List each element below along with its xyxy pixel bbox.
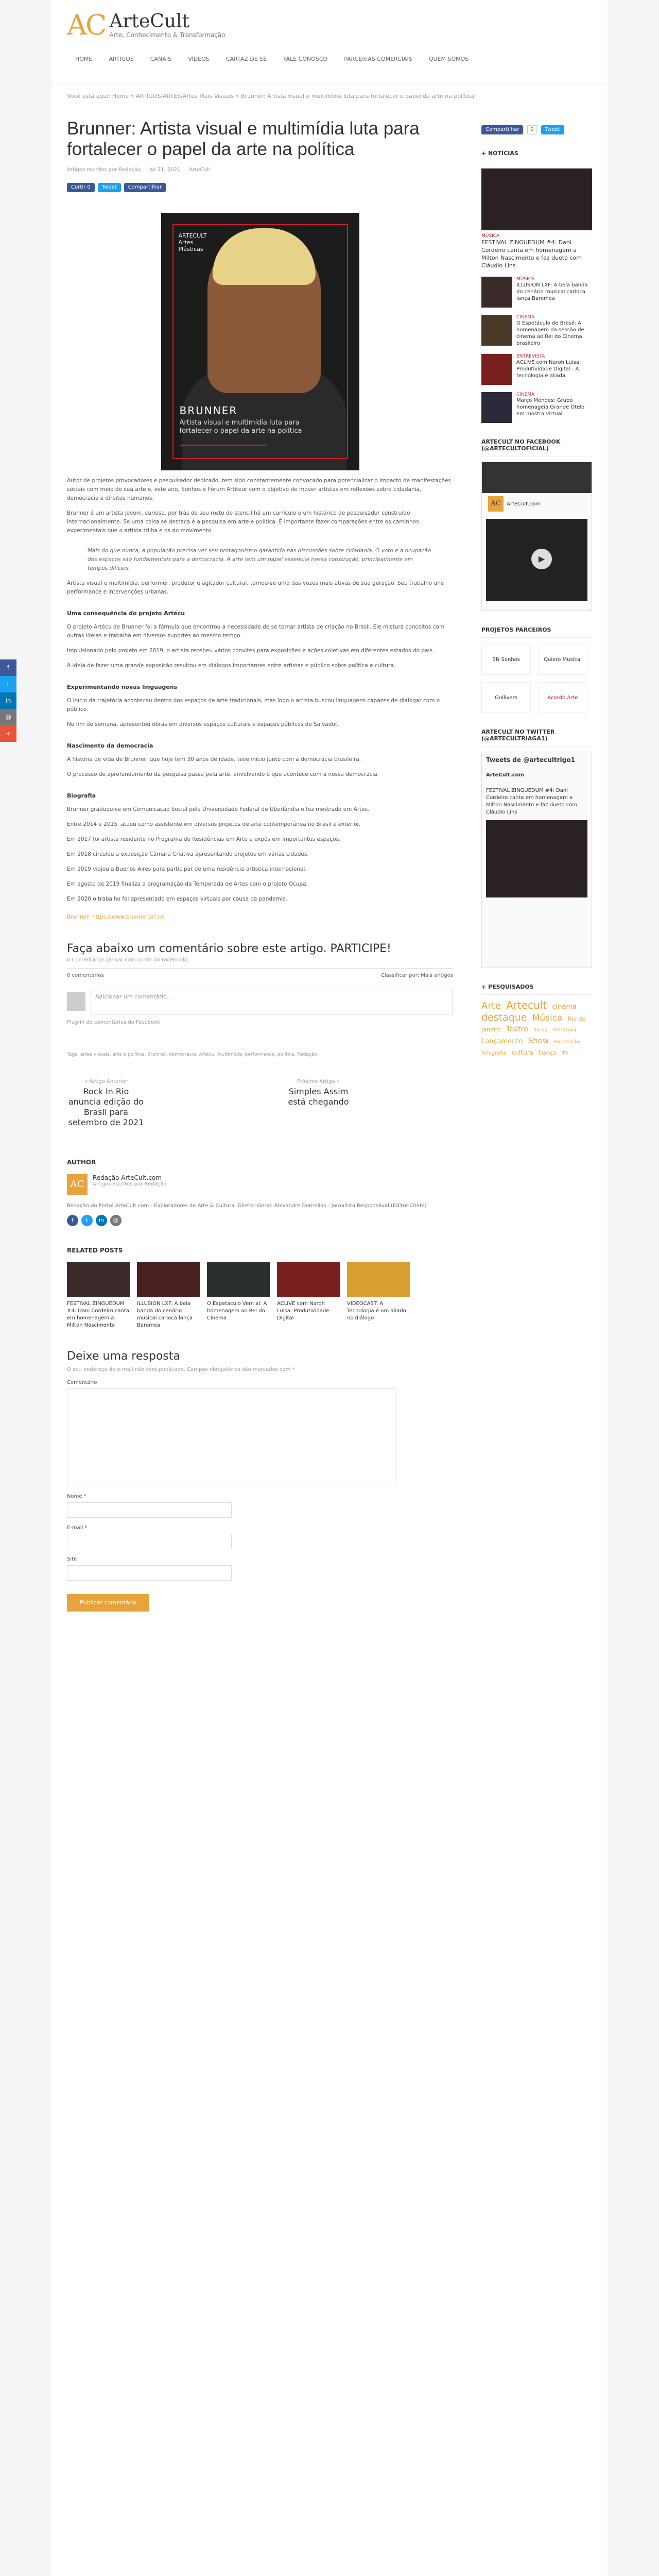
tag[interactable]: TV — [562, 1050, 569, 1056]
related-posts — [67, 1247, 453, 1329]
tag[interactable]: exposição — [554, 1039, 580, 1045]
sidebar-tweet[interactable]: Tweet — [541, 125, 564, 134]
tag[interactable]: literatura — [552, 1027, 577, 1033]
article-category[interactable]: ArteCult — [189, 167, 211, 173]
breadcrumb: Você está aqui: Home » ARTIGOS/ARTES/Artes Mais Visuais » Brunner: Artista visual e multimídia luta para fortalecer o papel da arte na política — [67, 93, 475, 99]
reply-note: O seu endereço de e-mail não será publicado. Campos obrigatórios são marcados com * — [67, 1367, 295, 1372]
play-icon[interactable]: ▶ — [531, 549, 552, 569]
twitter-icon[interactable]: t — [0, 676, 16, 692]
twitter-icon[interactable]: t — [81, 1215, 93, 1226]
article-date: Jul 31, 2021 — [149, 167, 181, 173]
news-widget-title: + NOTÍCIAS — [481, 150, 592, 161]
author-avatar: AC — [67, 1174, 88, 1195]
news-thumbnail — [481, 277, 512, 308]
paragraph: Brunner graduou-se em Comunicação Social pela Universidade Federal de Uberlândia e fez mestrado em Artes. — [67, 806, 370, 812]
tag[interactable]: Show — [528, 1036, 549, 1045]
article-meta — [67, 167, 453, 173]
share-count: 0 — [527, 125, 536, 134]
tag[interactable]: cultura — [511, 1049, 533, 1056]
nav-cartaz[interactable]: CARTAZ DE SE — [226, 56, 267, 62]
tag[interactable]: Dança — [539, 1049, 557, 1056]
section-heading: Experimentando novas linguagens — [67, 684, 178, 690]
news-item[interactable]: CINEMA Março Mendes: Grupo homenageia Grande Otelo em mostra virtual — [481, 392, 592, 423]
nav-canais[interactable]: CANAIS — [150, 56, 172, 62]
partner-logo[interactable]: Gullivers — [481, 682, 531, 713]
email-field[interactable] — [67, 1534, 232, 1549]
news-item[interactable]: CINEMA O Espetáculo de Brasil: A homenagem da sessão de cinema ao Rei do Cinema brasileiro — [481, 315, 592, 347]
facebook-icon[interactable]: f — [67, 1215, 78, 1226]
comments-count-label: 0 Comentários (ativar com conta do Facebook) — [67, 957, 188, 963]
featured-thumbnail — [481, 168, 592, 230]
nav-home[interactable]: HOME — [75, 56, 93, 62]
post-tags[interactable]: Tags: artes visuais, arte e política, Brunner, democracia, Artécu, multimídia, performance, política, Redação — [67, 1052, 317, 1057]
twitter-timeline[interactable] — [481, 752, 592, 968]
news-thumbnail — [481, 354, 512, 385]
paragraph: Autor de projetos provocadores e pesquisador dedicado, tem sido constantemente convocado para potencializar o impacto de manifestações sociais com meio de sua arte e, este ano, Sonhos e Fórum Artiteur com o objetivo de mover artistas em reflexões sobre cidadania, democracia e direitos humanos. — [67, 478, 451, 501]
avatar — [67, 992, 85, 1011]
next-post-link[interactable]: Próximo Artigo » Simples Assim está chegando — [288, 1079, 349, 1107]
related-card[interactable]: VIDEOCAST: A Tecnologia é um aliado no diálogo — [347, 1262, 410, 1329]
paragraph: Em 2020 o trabalho foi apresentado em espaços virtuais por causa da pandemia. — [67, 896, 288, 902]
tag[interactable]: cinema — [552, 1003, 577, 1011]
news-item[interactable]: MÚSICA ILLUSION LXF: A bela banda do cenário musical carioca lança Baromea — [481, 277, 592, 308]
site-label: Site — [67, 1556, 77, 1562]
article — [67, 118, 453, 1612]
article-body — [67, 477, 453, 922]
fb-video[interactable] — [486, 519, 587, 601]
news-thumbnail — [481, 315, 512, 346]
tweet-image — [486, 820, 587, 897]
submit-comment-button[interactable]: Publicar comentário — [67, 1594, 149, 1612]
hero-brand: ARTECULT Artes Plásticas — [178, 232, 207, 252]
paragraph: Em 2017 foi artista residente no Programa de Residências em Arte e expôs em importantes espaços. — [67, 836, 341, 842]
related-thumbnail — [347, 1262, 410, 1297]
paragraph: O início da trajetória aconteceu dentro dos espaços de arte tradicionais, mas logo o artista buscou linguagens capazes de dialogar com o público. — [67, 698, 440, 713]
site-logo[interactable] — [67, 11, 225, 39]
email-label: E-mail * — [67, 1525, 88, 1531]
paragraph: Em 2019 viajou a Buenos Aires para participar de uma residência artística internacional. — [67, 866, 307, 872]
news-item[interactable]: ENTREVISTA ACLIVE com Naroh Luisa: Produtividade Digital - A tecnologia é aliada — [481, 354, 592, 385]
share-bar — [67, 183, 453, 192]
paragraph: Brunner é um artista jovem, curioso, por trás de seu rosto de stencil há um currículo e um histórico de pesquisador construído internacionalmente. Se uma coisa se destaca é a pesquisa em arte e política. É importante fazer comparações entre os caminhos experimentais que o artista trilha e os do movimento. — [67, 510, 419, 534]
section-heading: Uma consequência do projeto Artécu — [67, 610, 185, 617]
fb-cover — [482, 462, 592, 493]
tag-cloud — [481, 1000, 592, 1059]
comment-label: Comentário — [67, 1380, 97, 1385]
author-name[interactable]: Redação ArteCult.com — [93, 1174, 162, 1181]
nav-fale-conosco[interactable]: FALE CONOSCO — [283, 56, 328, 62]
site-field[interactable] — [67, 1565, 232, 1581]
paragraph: Impulsionado pelo projeto em 2019, o artista recebeu vários convites para exposições e ações coletivas em diferentes estados do país. — [67, 648, 435, 654]
comments-title: Faça abaixo um comentário sobre este artigo. PARTICIPE! — [67, 942, 391, 955]
prev-post-link[interactable]: « Artigo Anterior Rock In Rio anuncia edição do Brasil para setembro de 2021 — [68, 1079, 144, 1127]
paragraph: O processo de aprofundamento da pesquisa passa pela arte, envolvendo o que acontece com a nossa democracia. — [67, 771, 379, 777]
tweet-button[interactable]: Tweet — [98, 183, 121, 192]
related-thumbnail — [137, 1262, 200, 1297]
paragraph: No fim de semana, apresentou obras em diversos espaços culturais e espaços públicos de Salvador. — [67, 721, 339, 727]
comments-section — [67, 942, 453, 1025]
tw-user[interactable]: ArteCult.com — [486, 772, 524, 778]
logo-name: ArteCult — [109, 11, 190, 32]
partners-title: PROJETOS PARCEIROS — [481, 626, 592, 638]
partners-grid — [481, 644, 592, 713]
tweet-text: FESTIVAL ZINGUEDUM #4: Dani Cordeiro canta em homenagem a Milton Nascimento e faz dueto com Cláudio Lins — [486, 788, 578, 815]
fb-comments-box — [67, 968, 453, 1025]
logo-mark: AC — [67, 9, 106, 41]
paragraph: Artista visual e multimídia, performer, produtor e agitador cultural, tornou-se uma das vozes mais ativas de sua geração. Seu trabalho une performance e intervenções urbanas. — [67, 580, 444, 595]
comment-input[interactable]: Adicionar um comentário... — [91, 989, 453, 1014]
facebook-page-widget[interactable] — [481, 462, 592, 611]
name-field[interactable] — [67, 1502, 232, 1518]
facebook-share-button[interactable]: Compartilhar — [124, 183, 166, 192]
paragraph: A ideia de fazer uma grande exposição resultou em diálogos importantes entre artistas e público sobre política e cultura. — [67, 663, 395, 669]
tag[interactable]: livros — [533, 1027, 547, 1033]
nav-videos[interactable]: VÍDEOS — [188, 56, 210, 62]
author-box — [67, 1159, 453, 1226]
hero-image — [161, 213, 359, 470]
paragraph: Entre 2014 e 2015, atuou como assistente em diversos projetos de arte contemporânea no Brasil e exterior. — [67, 821, 361, 827]
hero-caption: Artista visual e multimídia luta para fortalecer o papel da arte na política — [179, 419, 302, 435]
tag[interactable]: destaque — [481, 1012, 527, 1023]
tag[interactable]: fotografia — [481, 1050, 507, 1056]
nav-artigos[interactable]: ARTIGOS — [109, 56, 134, 62]
section-heading: Nascimento da democracia — [67, 742, 153, 749]
fb-sort-select[interactable]: Classificar por: Mais antigos — [380, 973, 453, 978]
related-thumbnail — [207, 1262, 270, 1297]
featured-news[interactable]: MÚSICA FESTIVAL ZINGUEDUM #4: Dani Cordeiro canta em homenagem a Milton Nascimento e faz dueto com Cláudio Lins — [481, 168, 592, 269]
related-thumbnail — [277, 1262, 340, 1297]
section-heading: Biografia — [67, 792, 96, 799]
tag[interactable]: Arte — [481, 1001, 501, 1011]
fb-page-name[interactable]: ArteCult.com — [507, 501, 541, 507]
tag[interactable]: Lançamento — [481, 1038, 523, 1045]
partner-logo[interactable]: Quiero Musical — [538, 644, 587, 675]
linkedin-icon[interactable]: in — [96, 1215, 107, 1226]
artist-link[interactable]: Brunner: https://www.brunner.art.br — [67, 914, 164, 920]
floating-share-bar — [0, 659, 16, 742]
tw-head: Tweets de @artecultrigo1 — [486, 756, 575, 764]
related-card[interactable]: FESTIVAL ZINGUEDUM #4: Dani Cordeiro canta em homenagem a Milton Nascimento — [67, 1262, 130, 1329]
news-thumbnail — [481, 392, 512, 423]
facebook-icon[interactable]: f — [0, 659, 16, 676]
author-link[interactable]: Artigos escritos por Redação — [93, 1181, 167, 1187]
comment-textarea[interactable] — [67, 1388, 396, 1486]
related-title: RELATED POSTS — [67, 1247, 123, 1254]
sidebar — [481, 121, 592, 1059]
post-navigation — [67, 1079, 453, 1128]
sidebar-share — [481, 125, 592, 134]
pull-quote: Mais do que nunca, a população precisa ver seu protagonismo garantido nas discussões sobre cidadania. O voto e a ocupação dos espaços são fundamentais para a democracia. A arte tem um papel essencial nessa construção, principalmente em tempos difíceis. — [88, 548, 431, 571]
author-description: Redação do Portal ArteCult.com - Exploradores de Arte & Cultura. Diretor Geral: Alexandre Dornellas - Jornalista Responsável (Editor-Chefe). — [67, 1203, 428, 1209]
article-title: Brunner: Artista visual e multimídia luta para fortalecer o papel da arte na política — [67, 118, 420, 159]
hero-accent-bar — [180, 445, 267, 446]
reply-form — [67, 1350, 453, 1612]
partner-logo[interactable]: BN Sonhos — [481, 644, 531, 675]
nav-parcerias[interactable]: PARCERIAS COMERCIAIS — [344, 56, 412, 62]
facebook-widget-title: ARTECULT NO FACEBOOK (@ARTECULTOFICIAL) — [481, 438, 592, 456]
tag[interactable]: Artecult — [506, 999, 547, 1011]
site-header — [51, 0, 608, 85]
facebook-like-button[interactable]: Curtir 0 — [67, 183, 95, 192]
name-label: Nome * — [67, 1494, 86, 1499]
tag[interactable]: Música — [532, 1013, 563, 1023]
paragraph: O projeto Artécu de Brunner foi a fórmula que encontrou a necessidade de se tornar artista de criação no Brasil. Ele mistura conceitos com outras ideias e trabalha em diversos suportes ao mesmo tempo. — [67, 624, 445, 639]
main-nav — [67, 53, 592, 67]
related-card[interactable]: O Espetáculo Vem aí: A homenagem ao Rei do Cinema — [207, 1262, 270, 1329]
twitter-widget-title: ARTECULT NO TWITTER (@ARTECULTRIAGA1) — [481, 728, 592, 747]
tag[interactable]: Rio de Janeiro — [481, 1015, 586, 1033]
tags-title: + PESQUISADOS — [481, 984, 592, 995]
paragraph: Em agosto de 2019 finaliza a programação da Temporada de Artes com o projeto Ocupa. — [67, 881, 308, 887]
email-icon[interactable]: @ — [0, 709, 16, 725]
sidebar-facebook-share[interactable]: Compartilhar — [481, 125, 523, 134]
page — [51, 0, 608, 2576]
article-author[interactable]: Artigos escritos por Redação — [67, 167, 141, 173]
paragraph: A história de vida de Brunner, que hoje tem 30 anos de idade, teve início junto com a democracia brasileira. — [67, 756, 361, 762]
fb-plugin-label[interactable]: Plug-in de comentários do Facebook — [67, 1020, 161, 1025]
email-icon[interactable]: @ — [110, 1215, 122, 1226]
partner-logo[interactable]: Acordo Arte — [538, 682, 587, 713]
related-thumbnail — [67, 1262, 130, 1297]
fb-comment-count: 0 comentários — [67, 973, 104, 978]
nav-quem-somos[interactable]: QUEM SOMOS — [428, 56, 469, 62]
author-section-title: AUTHOR — [67, 1159, 96, 1166]
related-card[interactable]: ACLIVE com Naroh Luisa: Produtividade Digital — [277, 1262, 340, 1329]
reply-title: Deixe uma resposta — [67, 1350, 180, 1363]
linkedin-icon[interactable]: in — [0, 692, 16, 709]
hero-name: BRUNNER — [179, 404, 238, 417]
related-card[interactable]: ILLUSION LXF: A bela banda do cenário musical carioca lança Baromea — [137, 1262, 200, 1329]
fb-page-avatar: AC — [488, 496, 504, 512]
paragraph: Em 2018 circulou a exposição Câmara Criativa apresentando projetos em várias cidades. — [67, 851, 309, 857]
tag[interactable]: Teatro — [506, 1025, 528, 1033]
plus-icon[interactable]: + — [0, 725, 16, 742]
logo-tagline: Arte, Conhecimento & Transformação — [109, 31, 226, 39]
